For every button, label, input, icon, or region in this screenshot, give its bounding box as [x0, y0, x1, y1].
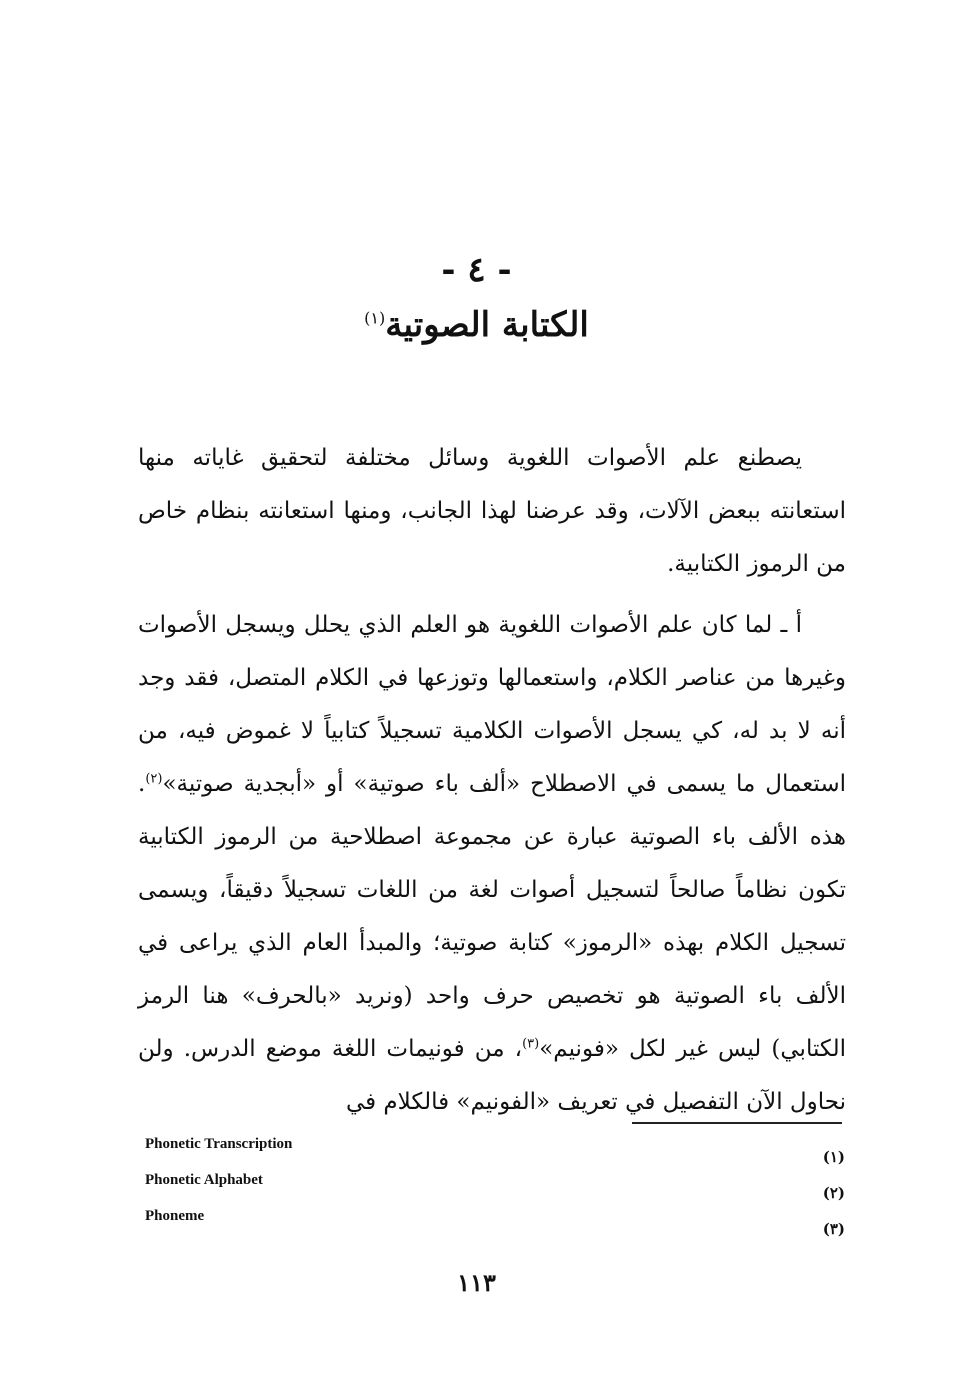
footnotes [145, 1136, 845, 1244]
footnote-ref-3: (٣) [522, 1036, 540, 1052]
paragraph-a-part-1: أ ـ لما كان علم الأصوات اللغوية هو العلم الذي يحلل ويسجل الأصوات وغيرها من عناصر الكلام، واستعمالها وتوزعها في الكلام المتصل، فقد وجد أنه لا بد له، كي يسجل الأصوات الكلامية تسجيلاً كتابياً لا غموض فيه، من استعمال ما يسمى في الاصطلاح «ألف باء صوتية» أو «أبجدية صوتية» [138, 612, 846, 797]
footnote-2 [145, 1172, 845, 1208]
footnote-text: Phonetic Transcription [145, 1136, 293, 1152]
paragraph-a-part-2: . هذه الألف باء الصوتية عبارة عن مجموعة اصطلاحية من الرموز الكتابية تكون نظاماً صالحاً لتسجيل أصوات لغة من اللغات تسجيلاً دقيقاً، ويسمى تسجيل الكلام بهذه «الرموز» كتابة صوتية؛ والمبدأ العام الذي يراعى في الألف باء الصوتية هو تخصيص حرف واحد (ونريد «بالحرف» هنا الرمز الكتابي) ليس غير لكل «فونيم» [138, 771, 846, 1062]
footnote-number: (٣) [822, 1220, 845, 1238]
footnote-3 [145, 1208, 845, 1244]
paragraph-a-part-3: ، من فونيمات اللغة موضع الدرس. ولن نحاول الآن التفصيل في تعريف «الفونيم» فالكلام في [138, 1036, 846, 1115]
body-text [138, 432, 846, 1129]
chapter-title-text: الكتابة الصوتية [385, 305, 589, 345]
footnote-separator [632, 1122, 842, 1124]
footnote-text: Phonetic Alphabet [145, 1172, 263, 1188]
paragraph-a [138, 599, 846, 1129]
footnote-number: (١) [822, 1148, 845, 1166]
footnote-1 [145, 1136, 845, 1172]
chapter-number: - ٤ - [441, 250, 512, 290]
intro-paragraph: يصطنع علم الأصوات اللغوية وسائل مختلفة لتحقيق غاياته منها استعانته ببعض الآلات، وقد عرضنا لهذا الجانب، ومنها استعانته بنظام خاص من الرموز الكتابية. [138, 445, 846, 577]
footnote-ref-2: (٢) [145, 771, 163, 787]
chapter-title-footnote-ref: (١) [364, 308, 386, 328]
page-number: ١١٣ [457, 1268, 496, 1297]
footnote-number: (٢) [822, 1184, 845, 1202]
footnote-text: Phoneme [145, 1208, 205, 1224]
chapter-title [0, 305, 953, 345]
